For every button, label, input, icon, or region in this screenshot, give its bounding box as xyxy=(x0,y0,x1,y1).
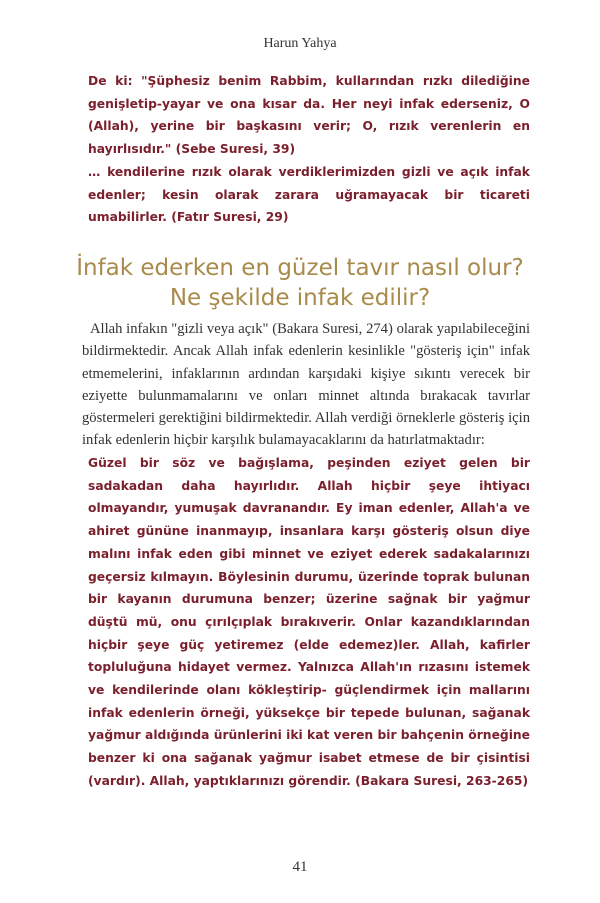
running-header: Harun Yahya xyxy=(263,36,337,51)
body-paragraph xyxy=(82,318,530,452)
section-heading-line1: İnfak ederken en güzel tavır nasıl olur? xyxy=(76,255,524,281)
quote-sebe: De ki: "Şüphesiz benim Rabbim, kullarından rızkı dilediğine genişletip-yayar ve ona kısar da. Her neyi infak ederseniz, O (Allah), yerine bir başkasını verir; O, rızık verenlerin en hayırlısıdır." (Sebe Suresi, 39) xyxy=(88,74,530,157)
quote-fatir: … kendilerine rızık olarak verdiklerimizden gizli ve açık infak edenler; kesin olarak zarara uğramayacak bir ticareti umabilirler. (Fatır Suresi, 29) xyxy=(88,164,530,225)
section-heading xyxy=(40,253,560,313)
body-paragraph-text: Allah infakın "gizli veya açık" (Bakara Suresi, 274) olarak yapılabileceğini bildirmektedir. Ancak Allah infak edenlerin kesinlikle "gösteriş için" infak etmemelerini, infaklarının ardından karşıdaki kişiye sıkıntı verecek bir eziyette bulunmamalarını ve onları minnet altında bırakacak tavırlar göstermeleri gerektiğini bildirmektedir. Allah verdiği örneklerle gösteriş için infak edenlerin hiçbir karşılık bulamayacaklarını da hatırlatmaktadır: xyxy=(82,321,530,449)
quote-block-bakara xyxy=(88,452,530,793)
quote-block-sebe-fatir xyxy=(88,70,530,229)
section-heading-line2: Ne şekilde infak edilir? xyxy=(169,285,431,311)
quote-bakara: Güzel bir söz ve bağışlama, peşinden eziyet gelen bir sadakadan daha hayırlıdır. Allah hiçbir şeye ihtiyacı olmayandır, yumuşak davranandır. Ey iman edenler, Allah'a ve ahiret gününe inanmayıp, insanlara karşı gösteriş olsun diye malını infak eden gibi minnet ve eziyet ederek sadakalarınızı geçersiz kılmayın. Böylesinin durumu, üzerinde toprak bulunan bir kayanın durumuna benzer; üzerine sağnak bir yağmur düştü mü, onu çırılçıplak bırakıverir. Onlar kazandıklarından hiçbir şeye güç yetiremez (elde edemez)ler. Allah, kafirler topluluğuna hidayet vermez. Yalnızca Allah'ın rızasını istemek ve kendilerinde olanı kökleştirip- güçlendirmek için mallarını infak edenlerin örneği, yüksekçe bir tepede bulunan, sağanak yağmur aldığında ürünlerini iki kat veren bir bahçenin örneğine benzer ki ona sağanak yağmur isabet etmese de bir çisintisi (vardır). Allah, yaptıklarınızı görendir. (Bakara Suresi, 263-265) xyxy=(88,456,531,788)
page-number: 41 xyxy=(292,859,308,875)
